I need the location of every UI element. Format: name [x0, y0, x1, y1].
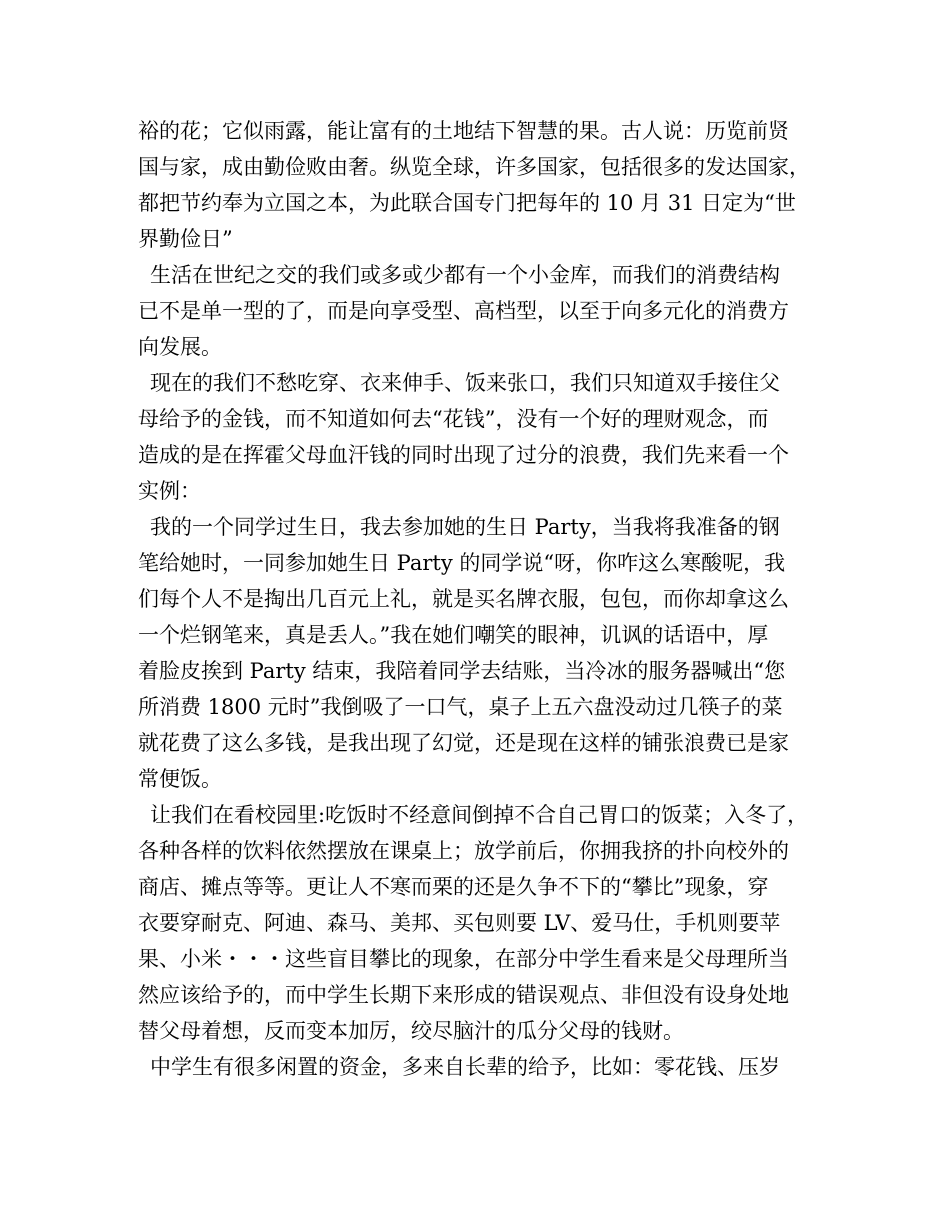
text-line: 就花费了这么多钱，是我出现了幻觉，还是现在这样的铺张浪费已是家 [138, 731, 789, 755]
paragraph-3 [138, 365, 828, 509]
text-line: 界勤俭日” [138, 227, 233, 251]
text-line: 已不是单一型的了，而是向享受型、高档型，以至于向多元化的消费方 [138, 299, 789, 323]
paragraph-2 [138, 257, 828, 365]
text-line: 笔给她时，一同参加她生日 Party 的同学说“呀，你咋这么寒酸呢，我 [138, 551, 786, 575]
text-line: 一个烂钢笔来，真是丢人。”我在她们嘲笑的眼神，讥讽的话语中，厚 [138, 623, 769, 647]
text-line: 们每个人不是掏出几百元上礼，就是买名牌衣服，包包，而你却拿这么 [138, 587, 789, 611]
text-line: 让我们在看校园里:吃饭时不经意间倒掉不合自己胃口的饭菜；入冬了， [150, 803, 809, 827]
text-line: 所消费 1800 元时”我倒吸了一口气，桌子上五六盘没动过几筷子的菜 [138, 695, 783, 719]
paragraph-4 [138, 509, 828, 797]
text-line: 果、小米・・・这些盲目攀比的现象，在部分中学生看来是父母理所当 [138, 947, 789, 971]
text-line: 裕的花；它似雨露，能让富有的土地结下智慧的果。古人说：历览前贤 [138, 119, 789, 143]
text-line: 母给予的金钱，而不知道如何去“花钱”，没有一个好的理财观念，而 [138, 407, 769, 431]
text-line: 造成的是在挥霍父母血汗钱的同时出现了过分的浪费，我们先来看一个 [138, 443, 789, 467]
text-line: 各种各样的饮料依然摆放在课桌上；放学前后，你拥我挤的扑向校外的 [138, 839, 789, 863]
text-line: 然应该给予的，而中学生长期下来形成的错误观点、非但没有设身处地 [138, 983, 789, 1007]
document-body [138, 113, 828, 1085]
text-line: 商店、摊点等等。更让人不寒而栗的还是久争不下的“攀比”现象，穿 [138, 875, 769, 899]
text-line: 国与家，成由勤俭败由奢。纵览全球，许多国家，包括很多的发达国家， [138, 155, 810, 179]
text-line: 衣要穿耐克、阿迪、森马、美邦、买包则要 LV、爱马仕，手机则要苹 [138, 911, 781, 935]
text-line: 着脸皮挨到 Party 结束，我陪着同学去结账，当冷冰的服务器喊出“您 [138, 659, 786, 683]
text-line: 向发展。 [138, 335, 222, 359]
text-line: 我的一个同学过生日，我去参加她的生日 Party，当我将我准备的钢 [150, 515, 780, 539]
paragraph-1 [138, 113, 828, 257]
text-line: 现在的我们不愁吃穿、衣来伸手、饭来张口，我们只知道双手接住父 [150, 371, 780, 395]
text-line: 常便饭。 [138, 767, 222, 791]
text-line: 生活在世纪之交的我们或多或少都有一个小金库，而我们的消费结构 [150, 263, 780, 287]
text-line: 替父母着想，反而变本加厉，绞尽脑汁的瓜分父母的钱财。 [138, 1019, 684, 1043]
text-line: 中学生有很多闲置的资金，多来自长辈的给予，比如：零花钱、压岁 [150, 1055, 780, 1079]
paragraph-6 [138, 1049, 828, 1085]
paragraph-5 [138, 797, 828, 1049]
text-line: 实例： [138, 479, 201, 503]
text-line: 都把节约奉为立国之本，为此联合国专门把每年的 10 月 31 日定为“世 [138, 191, 796, 215]
